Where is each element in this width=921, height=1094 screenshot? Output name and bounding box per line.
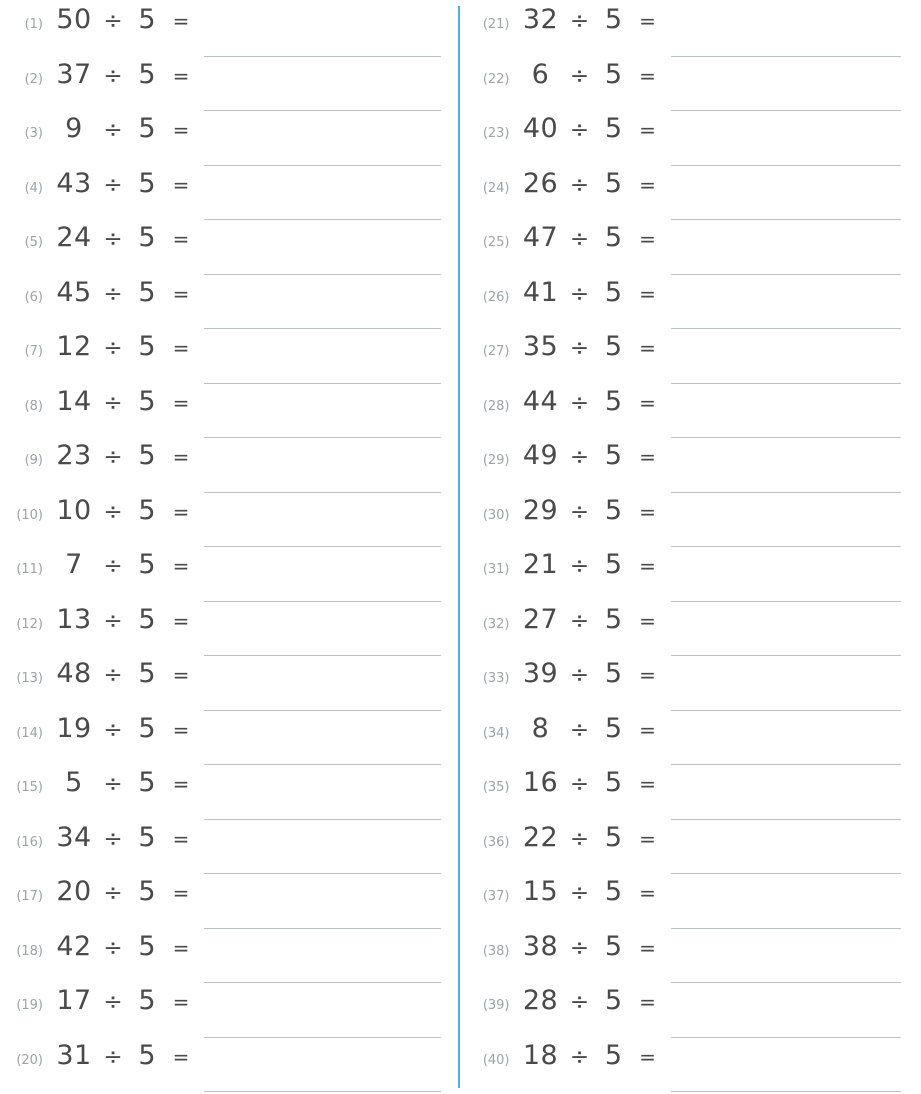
dividend: 32 [522, 4, 559, 35]
divisor: 5 [604, 276, 623, 308]
problem-row [483, 277, 904, 332]
dividend: 15 [522, 876, 559, 907]
answer-line[interactable] [671, 408, 902, 438]
dividend: 38 [522, 930, 559, 962]
division-operator-icon: ÷ [569, 117, 590, 143]
equals-sign: = [639, 499, 656, 524]
divisor: 5 [604, 385, 623, 417]
equals-sign: = [639, 172, 656, 197]
problem-row [483, 386, 904, 441]
problem-index: (25) [482, 235, 510, 250]
divisor: 5 [138, 276, 156, 308]
divisor: 5 [138, 985, 156, 1016]
dividend: 37 [56, 58, 92, 90]
problem-row [16, 495, 443, 550]
dividend: 13 [56, 603, 92, 635]
answer-line[interactable] [204, 899, 441, 929]
divisor: 5 [604, 821, 623, 853]
dividend: 40 [522, 113, 559, 144]
divisor: 5 [138, 113, 156, 144]
division-operator-icon: ÷ [103, 444, 123, 470]
answer-line[interactable] [204, 245, 441, 275]
dividend: 44 [522, 385, 559, 417]
division-operator-icon: ÷ [569, 880, 590, 906]
division-operator-icon: ÷ [103, 607, 123, 634]
equals-sign: = [172, 118, 190, 142]
divisor: 5 [604, 930, 623, 962]
dividend: 21 [522, 549, 559, 580]
divisor: 5 [138, 440, 156, 471]
problem-row [483, 549, 904, 604]
divisor: 5 [604, 113, 623, 144]
dividend: 29 [522, 494, 559, 526]
equals-sign: = [639, 990, 656, 1014]
problem-row [16, 931, 443, 986]
division-operator-icon: ÷ [569, 1043, 590, 1070]
dividend: 34 [56, 821, 92, 853]
dividend: 7 [65, 549, 83, 580]
equals-sign: = [639, 9, 656, 33]
equals-sign: = [639, 63, 656, 88]
divisor: 5 [138, 4, 156, 35]
divisor: 5 [138, 331, 156, 362]
problem-index: (8) [24, 398, 43, 414]
divisor: 5 [138, 222, 156, 253]
division-operator-icon: ÷ [103, 989, 123, 1015]
division-operator-icon: ÷ [103, 716, 123, 743]
problem-index: (20) [16, 1052, 43, 1068]
answer-line[interactable] [671, 626, 902, 656]
division-operator-icon: ÷ [569, 280, 590, 307]
problem-row [483, 822, 904, 877]
column-divider [458, 6, 460, 1088]
division-operator-icon: ÷ [569, 389, 590, 416]
problem-index: (6) [24, 289, 43, 305]
equals-sign: = [172, 390, 190, 415]
division-operator-icon: ÷ [103, 553, 123, 579]
answer-line[interactable] [204, 27, 441, 57]
divisor: 5 [604, 603, 623, 635]
divisor: 5 [138, 1039, 156, 1071]
dividend: 19 [56, 712, 92, 744]
dividend: 5 [65, 767, 83, 798]
problem-index: (4) [24, 180, 43, 196]
divisor: 5 [138, 876, 156, 907]
answer-line[interactable] [671, 844, 902, 874]
problem-row [16, 822, 443, 877]
divisor: 5 [138, 658, 156, 689]
dividend: 48 [56, 658, 92, 689]
problem-index: (19) [16, 998, 43, 1013]
dividend: 31 [56, 1039, 92, 1071]
equals-sign: = [172, 227, 190, 251]
equals-sign: = [639, 772, 656, 796]
dividend: 47 [522, 222, 559, 253]
divisor: 5 [138, 167, 156, 199]
problem-row [16, 658, 443, 713]
problem-row [16, 386, 443, 441]
problem-index: (34) [482, 725, 510, 741]
answer-line[interactable] [204, 790, 441, 820]
problem-index: (31) [482, 562, 510, 577]
equals-sign: = [172, 336, 190, 360]
answer-line[interactable] [204, 517, 441, 547]
division-operator-icon: ÷ [569, 825, 590, 852]
dividend: 16 [522, 767, 559, 798]
problem-index: (22) [482, 71, 510, 87]
division-operator-icon: ÷ [569, 607, 590, 634]
dividend: 12 [56, 331, 92, 362]
answer-line[interactable] [204, 1062, 441, 1092]
problem-index: (11) [16, 562, 43, 577]
equals-sign: = [639, 663, 656, 687]
equals-sign: = [639, 554, 656, 578]
problem-index: (26) [482, 289, 510, 305]
division-operator-icon: ÷ [569, 989, 590, 1015]
divisor: 5 [604, 440, 623, 471]
dividend: 6 [531, 58, 550, 90]
answer-line[interactable] [671, 899, 902, 929]
problem-row [483, 658, 904, 713]
division-operator-icon: ÷ [103, 335, 123, 361]
division-operator-icon: ÷ [103, 171, 123, 198]
problem-row [483, 331, 904, 386]
problem-row [16, 604, 443, 659]
problem-row [483, 1040, 904, 1094]
dividend: 43 [56, 167, 92, 199]
answer-line[interactable] [671, 190, 902, 220]
equals-sign: = [172, 499, 190, 524]
division-operator-icon: ÷ [103, 825, 123, 852]
division-operator-icon: ÷ [569, 498, 590, 525]
problem-row [16, 331, 443, 386]
answer-line[interactable] [204, 81, 441, 111]
problem-index: (32) [482, 616, 510, 632]
division-operator-icon: ÷ [103, 771, 123, 797]
problem-row [16, 876, 443, 931]
equals-sign: = [639, 1044, 656, 1069]
divisor: 5 [138, 385, 156, 417]
problem-index: (9) [24, 453, 43, 468]
answer-line[interactable] [204, 190, 441, 220]
division-operator-icon: ÷ [103, 280, 123, 307]
left-column [0, 4, 461, 1094]
answer-line[interactable] [671, 1062, 902, 1092]
problem-index: (40) [482, 1052, 510, 1068]
right-column [461, 4, 921, 1094]
problem-row [483, 440, 904, 495]
problem-row [16, 767, 443, 822]
problem-row [16, 985, 443, 1040]
division-operator-icon: ÷ [103, 1043, 123, 1070]
divisor: 5 [604, 876, 623, 907]
equals-sign: = [172, 554, 190, 578]
answer-line[interactable] [671, 354, 902, 384]
division-operator-icon: ÷ [103, 880, 123, 906]
problem-index: (29) [482, 453, 510, 468]
answer-line[interactable] [671, 735, 902, 765]
dividend: 9 [65, 113, 83, 144]
answer-line[interactable] [204, 1008, 441, 1038]
equals-sign: = [172, 717, 190, 742]
division-operator-icon: ÷ [103, 662, 123, 688]
problem-row [16, 113, 443, 168]
equals-sign: = [639, 336, 656, 360]
divisor: 5 [138, 494, 156, 526]
problem-index: (16) [16, 834, 43, 850]
answer-line[interactable] [671, 572, 902, 602]
answer-line[interactable] [204, 408, 441, 438]
division-operator-icon: ÷ [103, 62, 123, 89]
dividend: 41 [522, 276, 559, 308]
division-operator-icon: ÷ [569, 934, 590, 961]
problem-row [483, 713, 904, 768]
division-operator-icon: ÷ [103, 117, 123, 143]
problem-index: (24) [482, 180, 510, 196]
problem-index: (12) [16, 616, 43, 632]
dividend: 24 [56, 222, 92, 253]
division-operator-icon: ÷ [569, 553, 590, 579]
dividend: 17 [56, 985, 92, 1016]
divisor: 5 [604, 1039, 623, 1071]
problem-row [483, 113, 904, 168]
equals-sign: = [639, 227, 656, 251]
dividend: 22 [522, 821, 559, 853]
problem-index: (36) [482, 834, 510, 850]
answer-line[interactable] [204, 735, 441, 765]
answer-line[interactable] [671, 81, 902, 111]
problem-row [16, 549, 443, 604]
divisor: 5 [604, 4, 623, 35]
problem-index: (10) [16, 507, 43, 523]
divisor: 5 [604, 712, 623, 744]
problem-index: (30) [482, 507, 510, 523]
problem-row [483, 876, 904, 931]
equals-sign: = [639, 717, 656, 742]
divisor: 5 [138, 930, 156, 962]
answer-line[interactable] [204, 953, 441, 983]
division-operator-icon: ÷ [103, 934, 123, 961]
divisor: 5 [604, 658, 623, 689]
equals-sign: = [172, 881, 190, 905]
answer-line[interactable] [204, 354, 441, 384]
divisor: 5 [604, 767, 623, 798]
problem-index: (2) [24, 71, 43, 87]
dividend: 8 [531, 712, 550, 744]
problem-index: (17) [16, 889, 43, 904]
problem-row [483, 604, 904, 659]
divisor: 5 [138, 821, 156, 853]
answer-line[interactable] [671, 517, 902, 547]
problem-row [483, 767, 904, 822]
dividend: 20 [56, 876, 92, 907]
equals-sign: = [639, 935, 656, 960]
answer-line[interactable] [671, 681, 902, 711]
problem-row [483, 985, 904, 1040]
problem-index: (15) [16, 780, 43, 795]
problem-index: (21) [482, 17, 510, 32]
divisor: 5 [604, 494, 623, 526]
equals-sign: = [172, 63, 190, 88]
equals-sign: = [172, 935, 190, 960]
equals-sign: = [172, 281, 190, 306]
division-operator-icon: ÷ [569, 62, 590, 89]
equals-sign: = [639, 826, 656, 851]
dividend: 23 [56, 440, 92, 471]
answer-line[interactable] [204, 681, 441, 711]
equals-sign: = [172, 663, 190, 687]
answer-line[interactable] [671, 245, 902, 275]
problem-row [16, 440, 443, 495]
problem-row [483, 168, 904, 223]
dividend: 28 [522, 985, 559, 1016]
problem-row [16, 59, 443, 114]
dividend: 39 [522, 658, 559, 689]
divisor: 5 [138, 549, 156, 580]
division-operator-icon: ÷ [103, 8, 123, 34]
dividend: 26 [522, 167, 559, 199]
divisor: 5 [604, 985, 623, 1016]
division-operator-icon: ÷ [103, 498, 123, 525]
dividend: 49 [522, 440, 559, 471]
division-operator-icon: ÷ [569, 171, 590, 198]
problem-index: (7) [24, 344, 43, 359]
equals-sign: = [639, 608, 656, 633]
equals-sign: = [172, 172, 190, 197]
answer-line[interactable] [204, 463, 441, 493]
equals-sign: = [172, 772, 190, 796]
problem-row [483, 4, 904, 59]
problem-index: (35) [482, 780, 510, 795]
problem-row [16, 1040, 443, 1094]
problem-index: (37) [482, 889, 510, 904]
divisor: 5 [138, 603, 156, 635]
answer-line[interactable] [204, 844, 441, 874]
equals-sign: = [172, 608, 190, 633]
equals-sign: = [172, 9, 190, 33]
dividend: 35 [522, 331, 559, 362]
answer-line[interactable] [671, 953, 902, 983]
dividend: 45 [56, 276, 92, 308]
problem-index: (39) [482, 998, 510, 1013]
divisor: 5 [138, 767, 156, 798]
problem-row [483, 495, 904, 550]
problem-row [483, 931, 904, 986]
dividend: 50 [56, 4, 92, 35]
division-operator-icon: ÷ [569, 716, 590, 743]
problem-index: (23) [482, 126, 510, 141]
problem-index: (33) [482, 671, 510, 686]
problem-row [16, 4, 443, 59]
divisor: 5 [604, 331, 623, 362]
divisor: 5 [138, 712, 156, 744]
answer-line[interactable] [204, 299, 441, 329]
problem-index: (1) [24, 17, 43, 32]
problem-row [16, 222, 443, 277]
equals-sign: = [172, 826, 190, 851]
problem-index: (38) [482, 943, 510, 959]
division-operator-icon: ÷ [569, 335, 590, 361]
dividend: 14 [56, 385, 92, 417]
answer-line[interactable] [671, 790, 902, 820]
answer-line[interactable] [204, 136, 441, 166]
equals-sign: = [639, 445, 656, 469]
dividend: 27 [522, 603, 559, 635]
answer-line[interactable] [671, 463, 902, 493]
answer-line[interactable] [671, 27, 902, 57]
problem-row [16, 277, 443, 332]
answer-line[interactable] [671, 1008, 902, 1038]
dividend: 42 [56, 930, 92, 962]
problem-row [16, 168, 443, 223]
equals-sign: = [639, 881, 656, 905]
division-operator-icon: ÷ [569, 444, 590, 470]
equals-sign: = [172, 445, 190, 469]
division-operator-icon: ÷ [569, 8, 590, 34]
divisor: 5 [604, 549, 623, 580]
division-operator-icon: ÷ [569, 226, 590, 252]
division-operator-icon: ÷ [569, 662, 590, 688]
problem-index: (3) [24, 126, 43, 141]
equals-sign: = [172, 990, 190, 1014]
problem-index: (18) [16, 943, 43, 959]
division-operator-icon: ÷ [569, 771, 590, 797]
problem-index: (14) [16, 725, 43, 741]
answer-line[interactable] [204, 572, 441, 602]
problem-row [483, 222, 904, 277]
divisor: 5 [604, 222, 623, 253]
divisor: 5 [604, 167, 623, 199]
equals-sign: = [639, 118, 656, 142]
division-operator-icon: ÷ [103, 389, 123, 416]
equals-sign: = [172, 1044, 190, 1069]
dividend: 10 [56, 494, 92, 526]
problem-row [483, 59, 904, 114]
equals-sign: = [639, 281, 656, 306]
dividend: 18 [522, 1039, 559, 1071]
divisor: 5 [604, 58, 623, 90]
answer-line[interactable] [671, 299, 902, 329]
equals-sign: = [639, 390, 656, 415]
problem-index: (5) [24, 235, 43, 250]
problem-index: (27) [482, 344, 510, 359]
problem-index: (13) [16, 671, 43, 686]
divisor: 5 [138, 58, 156, 90]
answer-line[interactable] [671, 136, 902, 166]
division-operator-icon: ÷ [103, 226, 123, 252]
problem-row [16, 713, 443, 768]
answer-line[interactable] [204, 626, 441, 656]
problem-index: (28) [482, 398, 510, 414]
